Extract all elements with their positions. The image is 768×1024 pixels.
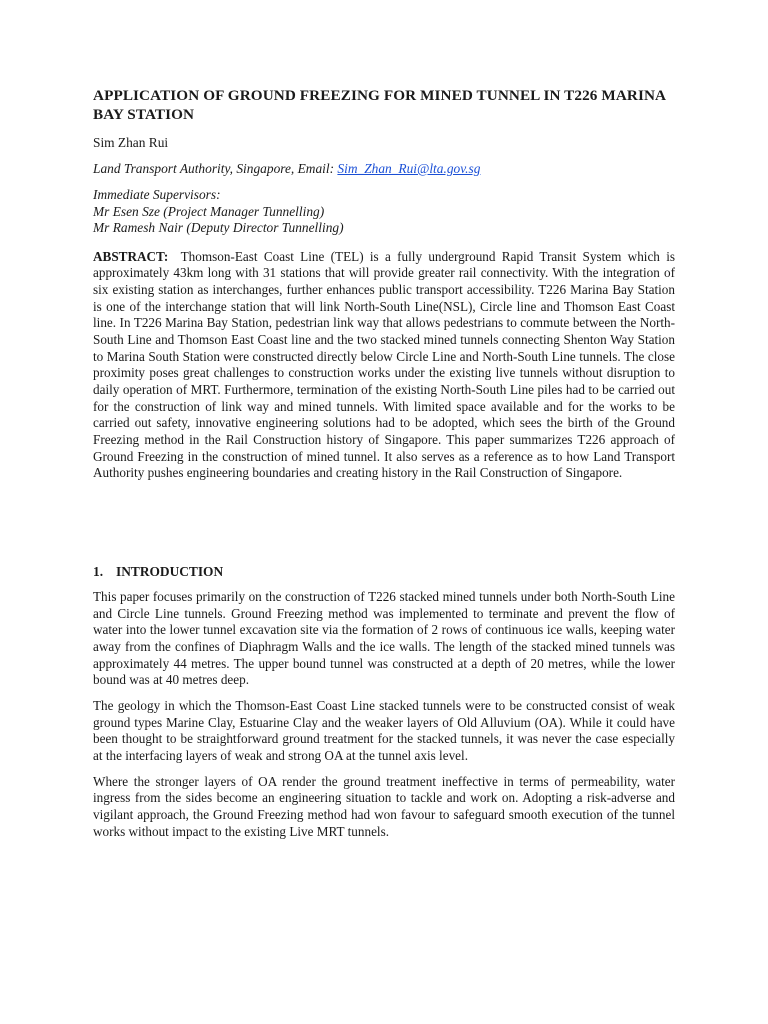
email-link[interactable]: Sim_Zhan_Rui@lta.gov.sg [337,161,481,176]
section-title: INTRODUCTION [116,563,224,579]
supervisors-block [93,187,675,237]
abstract-text: Thomson-East Coast Line (TEL) is a fully underground Rapid Transit System which is approximately 43km long with 31 stations that will provide greater rail connectivity. With the integration of six existing station as interchanges, further enhances public transport accessibility. T226 Marina Bay Station is one of the interchange station that will link North-South Line(NSL), Circle line and Thomson East Coast line. In T226 Marina Bay Station, pedestrian link way that allows pedestrians to commute between the North-South Line and Thomson East Coast line and the two stacked mined tunnels connecting Shenton Way Station to Marina South Station were constructed directly below Circle Line and North-South Line tunnels. The close proximity poses great challenges to construction works under the existing live tunnels without disruption to daily operation of MRT. Furthermore, termination of the existing North-South Line piles had to be carried out for the construction of link way and mined tunnels. With limited space available and for the works to be carried out safety, innovative engineering solutions had to be adopted, which sees the birth of the Ground Freezing method in the Rail Construction history of Singapore. This paper summarizes T226 approach of Ground Freezing in the construction of mined tunnel. It also serves as a reference as to how Land Transport Authority pushes engineering boundaries and creating history in the Rail Construction of Singapore. [93,248,675,481]
author-name: Sim Zhan Rui [93,135,169,150]
section-heading-introduction [93,563,675,580]
intro-paragraph: This paper focuses primarily on the construction of T226 stacked mined tunnels under both North-South Line and Circle Line tunnels. Ground Freezing method was implemented to terminate and prevent the flow of water into the lower tunnel excavation site via the formation of 2 rows of continuous ice walls, keeping water away from the confines of Diaphragm Walls and the ice walls. The length of the stacked mined tunnels was approximately 44 metres. The upper bound tunnel was constructed at a depth of 20 metres, while the lower bound was at 40 metres deep. [93,588,675,688]
intro-paragraph: Where the stronger layers of OA render the ground treatment ineffective in terms of permeability, water ingress from the sides become an engineering situation to tackle and work on. Adopting a risk-adverse and vigilant approach, the Ground Freezing method had won favour to safeguard smooth execution of the tunnel works without impact to the existing Live MRT tunnels. [93,773,675,839]
paper-title: APPLICATION OF GROUND FREEZING FOR MINED TUNNEL IN T226 MARINA BAY STATION [93,87,666,123]
intro-paragraph: The geology in which the Thomson-East Coast Line stacked tunnels were to be constructed consist of weak ground types Marine Clay, Estuarine Clay and the weaker layers of Old Alluvium (OA). While it could have been thought to be straightforward ground treatment for the stacked tunnels, it was never the case especially at the interfacing layers of weak and strong OA at the tunnel axis level. [93,697,675,763]
supervisors-heading: Immediate Supervisors: [93,187,221,202]
author-affiliation [93,160,675,177]
section-number: 1. [93,563,104,579]
paper-page [93,86,675,840]
abstract-label: ABSTRACT: [93,248,169,264]
affiliation-text: Land Transport Authority, Singapore, Email: [93,161,338,176]
supervisor-item: Mr Esen Sze (Project Manager Tunnelling) [93,203,325,219]
abstract-paragraph [93,249,675,482]
supervisor-item: Mr Ramesh Nair (Deputy Director Tunnelling) [93,220,344,236]
